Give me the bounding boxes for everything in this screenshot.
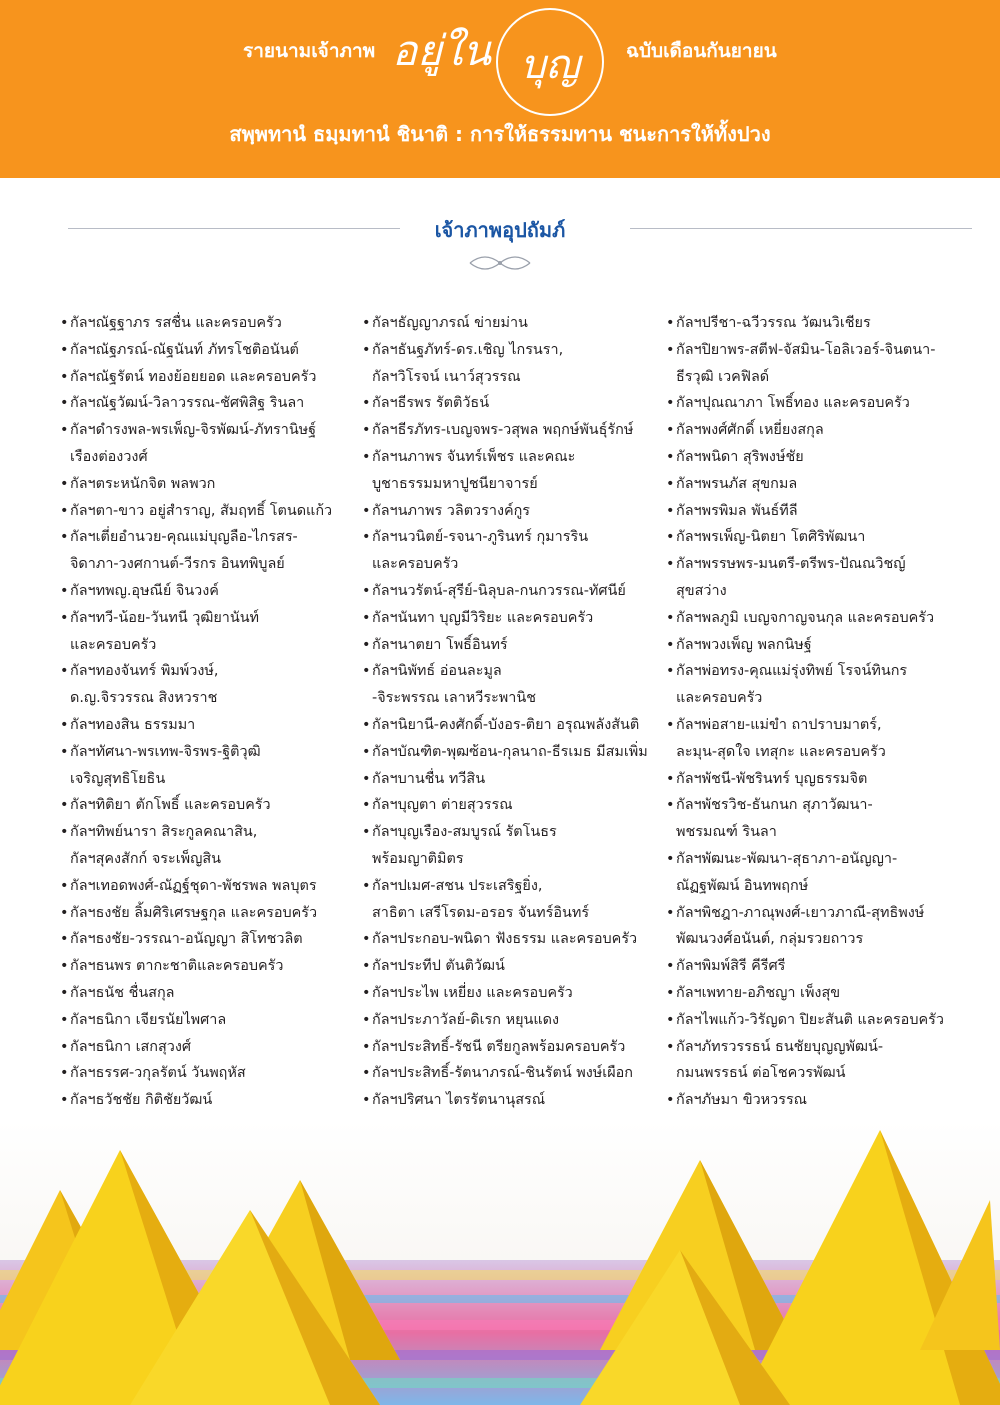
bullet-icon: • (60, 904, 69, 921)
bullet-icon: • (666, 315, 675, 331)
sponsor-name-line: กัลฯทิพย์นารา สิระกูลคณาสิน, (70, 824, 258, 841)
sponsor-entry (666, 766, 944, 793)
sponsor-name-line: กัลฯตา-ขาว อยู่สำราญ, สัมฤทธิ์ โตนดแก้ว (70, 502, 333, 519)
bullet-icon: • (666, 502, 675, 519)
bullet-icon: • (666, 529, 675, 546)
sponsor-entry (362, 1034, 648, 1061)
sponsor-name-line: ด.ญ.จิรวรรณ สิงหวราช (70, 690, 218, 707)
sponsor-name-line: กัลฯสุคงสักก์ จระเพ็ญสิน (70, 850, 222, 867)
bullet-icon: • (666, 770, 675, 787)
sponsor-entry (666, 524, 944, 551)
sponsor-entry (666, 712, 944, 766)
sponsor-name-line: สุขสว่าง (676, 582, 727, 599)
sponsor-name-line: ธีรวุฒิ เวคฟิลด์ (676, 368, 770, 385)
bullet-icon: • (362, 984, 371, 1001)
sponsor-entry (362, 1007, 648, 1034)
sponsor-entry (60, 980, 332, 1007)
bullet-icon: • (60, 529, 69, 546)
bullet-icon: • (60, 422, 69, 439)
sponsor-entry (60, 792, 332, 819)
sponsor-entry (666, 471, 944, 498)
bullet-icon: • (362, 341, 371, 358)
sponsor-name-line: กัลฯดำรงพล-พรเพ็ญ-จิรพัฒน์-ภัทรานิษฐ์ (70, 422, 317, 439)
bullet-icon: • (60, 877, 69, 894)
sponsor-entry (60, 337, 332, 364)
bullet-icon: • (362, 877, 371, 894)
sponsor-entry (362, 390, 648, 417)
logo-word-1: อยู่ใน (392, 26, 492, 75)
sponsor-name-line: กัลฯปริศนา ไตรรัตนานุสรณ์ (372, 1092, 546, 1109)
sponsor-entry (666, 953, 944, 980)
bullet-icon: • (666, 850, 675, 867)
sponsor-entry (60, 1087, 332, 1114)
section-title: เจ้าภาพอุปถัมภ์ (434, 218, 566, 242)
sponsor-name-line: กัลฯนิยานี-คงศักดิ์-บังอร-ติยา อรุณพลังสันติ (372, 716, 640, 733)
sponsor-name-line: กัลฯพัฒนะ-พัฒนา-สุธาภา-อนัญญา- (676, 850, 898, 867)
sponsor-entry (362, 1060, 648, 1087)
sponsor-name-line: กัลฯเทอดพงศ์-ณัฏฐ์ชุดา-พัชรพล พลบุตร (70, 877, 317, 894)
bullet-icon: • (60, 475, 69, 492)
sponsor-entry (666, 605, 944, 632)
sponsor-name-line: กัลฯทองสิน ธรรมมา (70, 716, 196, 733)
sponsor-name-line: กัลฯทิติยา ตักโพธิ์ และครอบครัว (70, 797, 271, 814)
bullet-icon: • (666, 422, 675, 439)
sponsor-name-line: จิดาภา-วงศกานต์-วีรกร อินทพิบูลย์ (70, 556, 285, 573)
sponsor-name-line: ละมุน-สุดใจ เทสุกะ และครอบครัว (676, 743, 886, 760)
header-right-text: ฉบับเดือนกันยายน (626, 40, 777, 62)
sponsor-name-line: กัลฯปิยาพร-สตีฟ-จัสมิน-โอลิเวอร์-จินตนา- (676, 341, 936, 358)
bullet-icon: • (60, 1038, 69, 1055)
sponsor-name-line: กัลฯประทีป ตันติวัฒน์ (372, 958, 505, 975)
sponsor-name-line: กัลฯพนิดา สุริพงษ์ชัย (676, 448, 804, 465)
bullet-icon: • (666, 716, 675, 733)
sponsor-name-line: เรืองต่องวงศ์ (70, 448, 148, 465)
bullet-icon: • (362, 824, 371, 841)
sponsor-entry (666, 658, 944, 712)
bullet-icon: • (362, 958, 371, 975)
sponsor-entry (60, 819, 332, 873)
sponsor-name-line: กัลฯนิพัทธ์ อ่อนละมูล (372, 663, 502, 680)
sponsor-name-line: กัลฯทพญ.อุษณีย์ จินวงค์ (70, 582, 219, 599)
sponsor-entry (60, 953, 332, 980)
sponsor-entry (362, 739, 648, 766)
sponsor-name-line: กัลฯณัฐฐาภร รสชื่น และครอบครัว (70, 315, 282, 331)
bullet-icon: • (666, 556, 675, 573)
sponsor-entry (666, 1007, 944, 1034)
bullet-icon: • (362, 609, 371, 626)
sponsor-name-line: กัลฯวิโรจน์ เนาว์สุวรรณ (372, 368, 521, 385)
bullet-icon: • (362, 502, 371, 519)
sponsor-entry (60, 873, 332, 900)
sponsor-name-line: กัลฯธีรภัทร-เบญจพร-วสุพล พฤกษ์พันธุ์รักษ์ (372, 422, 634, 439)
sponsor-entry (666, 417, 944, 444)
sponsor-name-line: กัลฯพ่อทรง-คุณแม่รุ่งทิพย์ โรจน์ทินกร (676, 663, 908, 680)
bullet-icon: • (666, 958, 675, 975)
sponsor-entry (666, 980, 944, 1007)
sponsor-name-line: กัลฯเตี่ยอำนวย-คุณแม่บุญลือ-ไกรสร- (70, 529, 298, 546)
sponsor-name-line: กัลฯพลภูมิ เบญจกาญจนกุล และครอบครัว (676, 609, 935, 626)
sponsor-name-line: กัลฯภัษมา ขิวหวรรณ (676, 1092, 808, 1109)
motto: สพฺพทานํ ธมฺมทานํ ชินาติ : การให้ธรรมทาน ชนะการให้ทั้งปวง (229, 122, 771, 146)
sponsor-name-line: กัลฯภัทรวรรธน์ ธนชัยบุญญพัฒน์- (676, 1038, 884, 1055)
sponsor-column-2 (362, 310, 648, 1114)
sponsor-entry (362, 792, 648, 819)
header-left-text: รายนามเจ้าภาพ (243, 40, 376, 62)
sponsor-name-line: กัลฯเพทาย-อภิชญา เพ็งสุข (676, 984, 841, 1001)
bullet-icon: • (666, 904, 675, 921)
sponsor-name-line: กัลฯพิชฎา-ภาณุพงศ์-เยาวภาณี-สุทธิพงษ์ (676, 904, 925, 921)
sponsor-name-line: กัลฯพงศ์ศักดิ์ เหยี่ยงสกุล (676, 422, 824, 439)
sponsor-entry (666, 498, 944, 525)
sponsor-entry (60, 900, 332, 927)
sponsor-name-line: กัลฯพรเพ็ญ-นิตยา โตศิริพัฒนา (676, 529, 866, 546)
sponsor-name-line: กัลฯบานชื่น ทวีสิน (372, 770, 486, 787)
bullet-icon: • (666, 395, 675, 412)
sponsor-column-1 (60, 310, 332, 1114)
sponsor-entry (362, 873, 648, 927)
bullet-icon: • (362, 529, 371, 546)
sponsor-name-line: กัลฯนาตยา โพธิ์อินทร์ (372, 636, 508, 653)
bullet-icon: • (666, 609, 675, 626)
sponsor-entry (362, 658, 648, 712)
sponsor-name-line: กัลฯพัชรวิช-ธันกนก สุภาวัฒนา- (676, 797, 873, 814)
sponsor-name-line: สาธิตา เสรีโรดม-อรอร จันทร์อินทร์ (372, 904, 590, 921)
bullet-icon: • (666, 1092, 675, 1109)
sponsor-name-line: กัลฯณัฐวัฒน์-วิลาวรรณ-ชัศพิสิฐ รินลา (70, 395, 305, 412)
sponsor-entry (60, 1060, 332, 1087)
bullet-icon: • (60, 1092, 69, 1109)
sponsor-entry (362, 980, 648, 1007)
sponsor-entry (60, 926, 332, 953)
sponsor-entry (362, 444, 648, 498)
sponsor-name-line: และครอบครัว (372, 556, 459, 573)
sponsor-name-line: กัลฯพวงเพ็ญ พลกนิษฐ์ (676, 636, 812, 653)
sponsor-name-line: กัลฯธงชัย ลิ้มศิริเศรษฐกุล และครอบครัว (70, 904, 318, 921)
sponsor-name-line: กัลฯปรีชา-ฉวีวรรณ วัฒนวิเชียร (676, 315, 871, 331)
header-banner (0, 0, 1000, 178)
sponsor-name-line: กัลฯนวรัตน์-สุรีย์-นิลุบล-กนกวรรณ-ทัศนีย์ (372, 582, 626, 599)
bullet-icon: • (60, 824, 69, 841)
bullet-icon: • (362, 395, 371, 412)
sponsor-name-line: กัลฯประภาวัลย์-ดิเรก หยุนแดง (372, 1011, 559, 1028)
bullet-icon: • (362, 582, 371, 599)
bullet-icon: • (362, 797, 371, 814)
sponsor-name-line: กัลฯพรรษพร-มนตรี-ตรีพร-ปัณณวิชญ์ (676, 556, 906, 573)
sponsor-name-line: กัลฯทองจันทร์ พิมพ์วงษ์, (70, 663, 219, 680)
bullet-icon: • (666, 636, 675, 653)
bullet-icon: • (666, 448, 675, 465)
sponsor-name-line: กัลฯณัฐภรณ์-ณัฐนันท์ ภัทรโชติอนันต์ (70, 341, 299, 358)
bullet-icon: • (60, 958, 69, 975)
sponsor-entry (362, 819, 648, 873)
bullet-icon: • (666, 984, 675, 1001)
sponsor-entry (362, 953, 648, 980)
sponsor-entry (60, 712, 332, 739)
bullet-icon: • (362, 770, 371, 787)
bullet-icon: • (362, 663, 371, 680)
sponsor-name-line: กัลฯพรพิมล พันธ์ทีลี (676, 502, 798, 519)
bullet-icon: • (60, 502, 69, 519)
bullet-icon: • (60, 743, 69, 760)
bullet-icon: • (60, 582, 69, 599)
sponsor-name-line: กัลฯบุญตา ต่ายสุวรรณ (372, 797, 513, 814)
sponsor-name-line: กัลฯธนิกา เจียรนัยไพศาล (70, 1011, 227, 1028)
bullet-icon: • (362, 743, 371, 760)
sponsor-entry (666, 632, 944, 659)
bullet-icon: • (362, 448, 371, 465)
sponsor-entry (60, 578, 332, 605)
sponsor-name-line: กัลฯประสิทธิ์-รัตนาภรณ์-ชินรัตน์ พงษ์เผือก (372, 1065, 633, 1082)
sponsor-name-line: กัลฯธัญญาภรณ์ ข่ายม่าน (372, 315, 528, 331)
sponsor-entry (60, 1007, 332, 1034)
bullet-icon: • (362, 636, 371, 653)
sponsor-column-3 (666, 310, 944, 1114)
bullet-icon: • (60, 797, 69, 814)
bullet-icon: • (362, 716, 371, 733)
sponsor-name-line: กัลฯประไพ เหยี่ยง และครอบครัว (372, 984, 573, 1001)
bullet-icon: • (362, 1038, 371, 1055)
title-rule-right (630, 228, 972, 229)
sponsor-entry (666, 900, 944, 954)
sponsor-name-line: กัลฯพรนภัส สุขกมล (676, 475, 798, 492)
sponsor-name-line: กัลฯประสิทธิ์-รัชนี ตรียกูลพร้อมครอบครัว (372, 1038, 626, 1055)
sponsor-entry (362, 605, 648, 632)
sponsor-entry (666, 846, 944, 900)
bullet-icon: • (60, 1065, 69, 1082)
sponsor-entry (666, 444, 944, 471)
bullet-icon: • (60, 931, 69, 948)
sponsor-entry (666, 1087, 944, 1114)
bullet-icon: • (60, 609, 69, 626)
sponsor-entry (60, 739, 332, 793)
bullet-icon: • (60, 1011, 69, 1028)
sponsor-name-line: กัลฯปเมศ-สชน ประเสริฐยิ่ง, (372, 877, 543, 894)
bullet-icon: • (666, 475, 675, 492)
sponsor-entry (60, 1034, 332, 1061)
sponsor-entry (666, 1034, 944, 1088)
bullet-icon: • (362, 315, 371, 331)
sponsor-name-line: และครอบครัว (70, 636, 157, 653)
sponsor-name-line: กัลฯตระหนักจิต พลพวก (70, 475, 216, 492)
sponsor-name-line: ณัฏฐพัฒน์ อินทพฤกษ์ (676, 877, 809, 894)
sponsor-entry (60, 364, 332, 391)
bullet-icon: • (362, 1092, 371, 1109)
sponsor-entry (666, 310, 944, 337)
bullet-icon: • (666, 341, 675, 358)
logo-word-2: บุญ (520, 42, 580, 88)
sponsor-name-line: กัลฯทวี-น้อย-วันทนี วุฒิยานันท์ (70, 609, 260, 626)
sponsor-name-line: กัลฯธนัช ชื่นสกุล (70, 984, 175, 1001)
sponsor-entry (666, 390, 944, 417)
sponsor-name-line: กัลฯไพแก้ว-วิรัญดา ปิยะสันติ และครอบครัว (676, 1011, 944, 1028)
bullet-icon: • (362, 422, 371, 439)
bullet-icon: • (666, 663, 675, 680)
sponsor-name-line: และครอบครัว (676, 690, 763, 707)
sponsor-name-line: กัลฯธีรพร รัตติวัธน์ (372, 395, 490, 412)
sponsor-name-line: พชรมณฑ์ รินลา (676, 824, 777, 841)
sponsor-entry (666, 551, 944, 605)
sponsor-entry (362, 524, 648, 578)
sponsor-name-line: กัลฯประกอบ-พนิดา ฟังธรรม และครอบครัว (372, 931, 638, 948)
sponsor-entry (60, 605, 332, 659)
bullet-icon: • (60, 716, 69, 733)
bullet-icon: • (60, 663, 69, 680)
sponsor-name-line: กัลฯธงชัย-วรรณา-อนัญญา สิโทชวลิต (70, 931, 303, 948)
bullet-icon: • (60, 984, 69, 1001)
sponsor-entry (60, 524, 332, 578)
bullet-icon: • (666, 1011, 675, 1028)
sponsor-name-line: กัลฯธรรศ-วกุลรัตน์ วันพฤหัส (70, 1065, 246, 1082)
bullet-icon: • (60, 395, 69, 412)
sponsor-name-line: กัลฯพิมพ์สิรี คีรีศรี (676, 958, 786, 975)
pyramid-illustration (0, 1120, 1000, 1405)
sponsor-entry (362, 632, 648, 659)
sponsor-entry (60, 658, 332, 712)
sponsor-name-line: กัลฯบุญเรือง-สมบูรณ์ รัตโนธร (372, 824, 557, 841)
sponsor-name-line: บูชาธรรมมหาปูชนียาจารย์ (372, 475, 538, 492)
sponsor-entry (362, 310, 648, 337)
bullet-icon: • (666, 797, 675, 814)
sponsor-entry (362, 417, 648, 444)
sponsor-name-line: เจริญสุทธิโยธิน (70, 770, 166, 787)
bullet-icon: • (362, 1011, 371, 1028)
sponsor-name-line: กัลฯนวนิตย์-รจนา-ภูรินทร์ กุมารริน (372, 529, 589, 546)
sponsor-name-line: -จิระพรรณ เลาหวีระพานิช (372, 690, 536, 707)
bullet-icon: • (666, 1038, 675, 1055)
sponsor-name-line: กมนพรรธน์ ต่อโชควรพัฒน์ (676, 1065, 846, 1082)
sponsor-name-line: กัลฯพัชนี-พัชรินทร์ บุญธรรมจิต (676, 770, 868, 787)
sponsor-entry (362, 766, 648, 793)
sponsor-name-line: กัลฯณัฐรัตน์ ทองย้อยยอด และครอบครัว (70, 368, 317, 385)
sponsor-name-line: กัลฯทัศนา-พรเทพ-จิรพร-ฐิติวุฒิ (70, 743, 261, 760)
sponsor-entry (362, 1087, 648, 1114)
sponsor-entry (60, 310, 332, 337)
sponsor-entry (60, 390, 332, 417)
sponsor-entry (666, 792, 944, 846)
sponsor-entry (666, 337, 944, 391)
sponsor-name-line: กัลฯพ่อสาย-แม่ขำ ถาปราบมาตร์, (676, 716, 882, 733)
sponsor-entry (60, 471, 332, 498)
bullet-icon: • (362, 1065, 371, 1082)
sponsor-entry (362, 712, 648, 739)
logo-circle (496, 8, 604, 116)
sponsor-name-line: กัลฯปุณณาภา โพธิ์ทอง และครอบครัว (676, 395, 910, 412)
sponsor-name-line: กัลฯธนิกา เสกสุวงศ์ (70, 1038, 192, 1055)
sponsor-entry (362, 498, 648, 525)
ornament-icon (465, 252, 535, 274)
sponsor-name-line: กัลฯธันฐภัทร์-ดร.เชิญ ไกรนรา, (372, 341, 564, 358)
sponsor-entry (362, 926, 648, 953)
bullet-icon: • (60, 341, 69, 358)
bullet-icon: • (60, 368, 69, 385)
bullet-icon: • (362, 931, 371, 948)
sponsor-name-line: กัลฯนันทา บุญมีวิริยะ และครอบครัว (372, 609, 594, 626)
sponsor-entry (362, 578, 648, 605)
sponsor-name-line: กัลฯธนพร ตากะชาติและครอบครัว (70, 958, 284, 975)
sponsor-name-line: กัลฯนภาพร วลิตวรางค์กูร (372, 502, 531, 519)
bullet-icon: • (60, 315, 69, 331)
sponsor-entry (60, 417, 332, 471)
sponsor-name-line: พร้อมญาติมิตร (372, 850, 464, 867)
sponsor-name-line: กัลฯธวัชชัย กิติชัยวัฒน์ (70, 1092, 213, 1109)
sponsor-name-line: กัลฯบัณฑิต-พุฒซ้อน-กุลนาถ-ธีรเมธ มีสมเพิ่ม (372, 743, 648, 760)
sponsor-name-line: พัฒนวงศ์อนันต์, กลุ่มรวยถาวร (676, 931, 864, 948)
sponsor-name-line: กัลฯนภาพร จันทร์เพ็ชร และคณะ (372, 448, 576, 465)
sponsor-entry (362, 337, 648, 391)
sponsor-entry (60, 498, 332, 525)
